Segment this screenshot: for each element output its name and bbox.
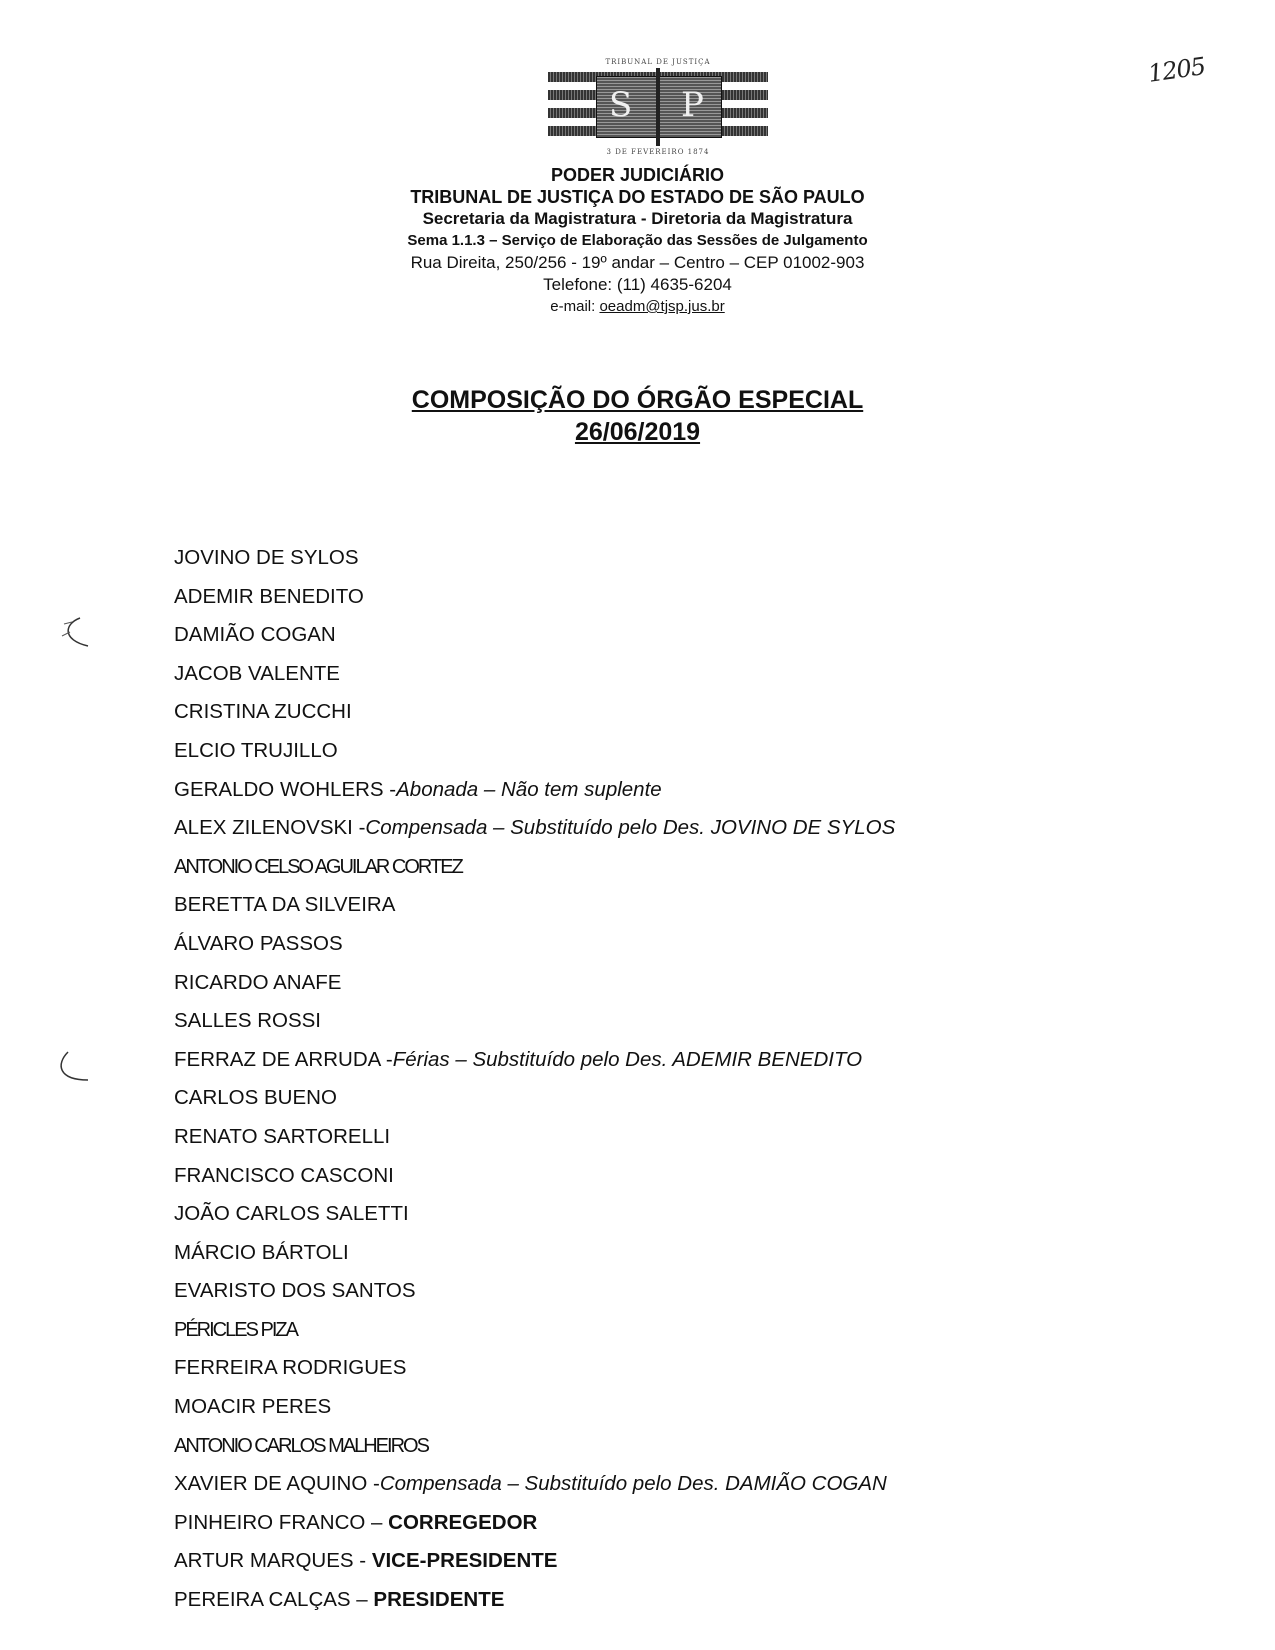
member-name: CARLOS BUENO [174,1086,337,1110]
member-name: FERRAZ DE ARRUDA - [174,1047,393,1071]
email-link[interactable]: oeadm@tjsp.jus.br [599,298,725,315]
member-absence-note: Férias – Substituído pelo Des. ADEMIR BENEDITO [392,1047,863,1071]
member-name: GERALDO WOHLERS - [174,777,397,801]
member-row [174,971,895,1010]
member-row [174,700,895,739]
header-line-judiciary: PODER JUDICIÁRIO [550,165,725,185]
member-name: FRANCISCO CASCONI [174,1163,394,1187]
scan-margin-mark [52,1050,92,1090]
member-name: ADEMIR BENEDITO [174,584,364,608]
member-name: JOÃO CARLOS SALETTI [174,1202,409,1226]
member-row [174,623,895,662]
member-name: ANTONIO CELSO AGUILAR CORTEZ [174,855,462,878]
seal-top-text: TRIBUNAL DE JUSTIÇA [605,58,711,66]
seal-bottom-text: 3 DE FEVEREIRO 1874 [606,148,710,156]
member-row [174,546,895,585]
header-line-court: TRIBUNAL DE JUSTIÇA DO ESTADO DE SÃO PAULO [410,187,865,207]
member-name: ÁLVARO PASSOS [174,931,343,955]
member-name: ALEX ZILENOVSKI - [174,816,366,840]
member-row [174,1434,895,1473]
member-name: JACOB VALENTE [174,661,340,685]
seal-sword [656,68,660,146]
member-row [174,1395,895,1434]
member-row [174,1279,895,1318]
member-row [174,932,895,971]
member-row [174,1086,895,1125]
member-name: CRISTINA ZUCCHI [174,700,352,724]
member-name: XAVIER DE AQUINO - [174,1472,380,1496]
header-line-secretariat: Secretaria da Magistratura - Diretoria da Magistratura [422,209,853,228]
title-date: 26/06/2019 [574,418,701,446]
member-row [174,1202,895,1241]
court-seal-logo [548,58,768,156]
member-row [174,816,895,855]
member-name: EVARISTO DOS SANTOS [174,1279,416,1303]
member-row [174,1356,895,1395]
member-name: ELCIO TRUJILLO [174,738,338,762]
member-absence-note: Abonada – Não tem suplente [396,777,662,801]
document-title [0,384,1275,448]
member-row [174,1588,895,1627]
member-name: PINHEIRO FRANCO – [174,1510,389,1534]
header-line-phone: Telefone: (11) 4635-6204 [543,275,732,294]
member-name: BERETTA DA SILVEIRA [174,893,396,917]
scan-margin-mark [58,614,98,654]
member-name: ANTONIO CARLOS MALHEIROS [174,1434,428,1457]
header-line-service: Sema 1.1.3 – Serviço de Elaboração das Sessões de Julgamento [407,232,868,249]
member-absence-note: Compensada – Substituído pelo Des. DAMIÃO COGAN [379,1472,887,1496]
member-row [174,1549,895,1588]
letterhead [0,164,1275,318]
member-name: MOACIR PERES [174,1395,332,1419]
member-row [174,585,895,624]
email-label: e-mail: [550,298,600,315]
member-name: PÉRICLES PIZA [174,1318,297,1341]
member-name: ARTUR MARQUES - [174,1549,372,1573]
member-name: RICARDO ANAFE [174,970,342,994]
member-row [174,1125,895,1164]
member-name: FERREIRA RODRIGUES [174,1356,407,1380]
member-row [174,1241,895,1280]
header-line-email [0,296,1275,318]
member-row [174,778,895,817]
member-name: PEREIRA CALÇAS – [174,1588,374,1612]
member-name: DAMIÃO COGAN [174,623,336,647]
member-row [174,1164,895,1203]
member-row [174,855,895,894]
member-row [174,1048,895,1087]
members-list [174,546,895,1627]
member-row [174,1472,895,1511]
member-name: JOVINO DE SYLOS [174,546,359,569]
header-line-address: Rua Direita, 250/256 - 19º andar – Centro – CEP 01002-903 [410,253,865,272]
seal-letter-left: S [609,85,633,125]
member-role: VICE-PRESIDENTE [371,1549,558,1573]
seal-letter-right: P [681,85,704,125]
member-row [174,662,895,701]
member-role: PRESIDENTE [373,1588,505,1612]
member-row [174,893,895,932]
title-line: COMPOSIÇÃO DO ÓRGÃO ESPECIAL [411,386,864,414]
member-role: CORREGEDOR [388,1510,538,1534]
handwritten-page-number: 1205 [1146,52,1207,88]
member-name: MÁRCIO BÁRTOLI [174,1240,349,1264]
member-name: RENATO SARTORELLI [174,1124,391,1148]
member-row [174,1318,895,1357]
member-row [174,739,895,778]
member-row [174,1009,895,1048]
member-absence-note: Compensada – Substituído pelo Des. JOVINO DE SYLOS [365,816,896,840]
member-name: SALLES ROSSI [174,1009,321,1033]
member-row [174,1511,895,1550]
